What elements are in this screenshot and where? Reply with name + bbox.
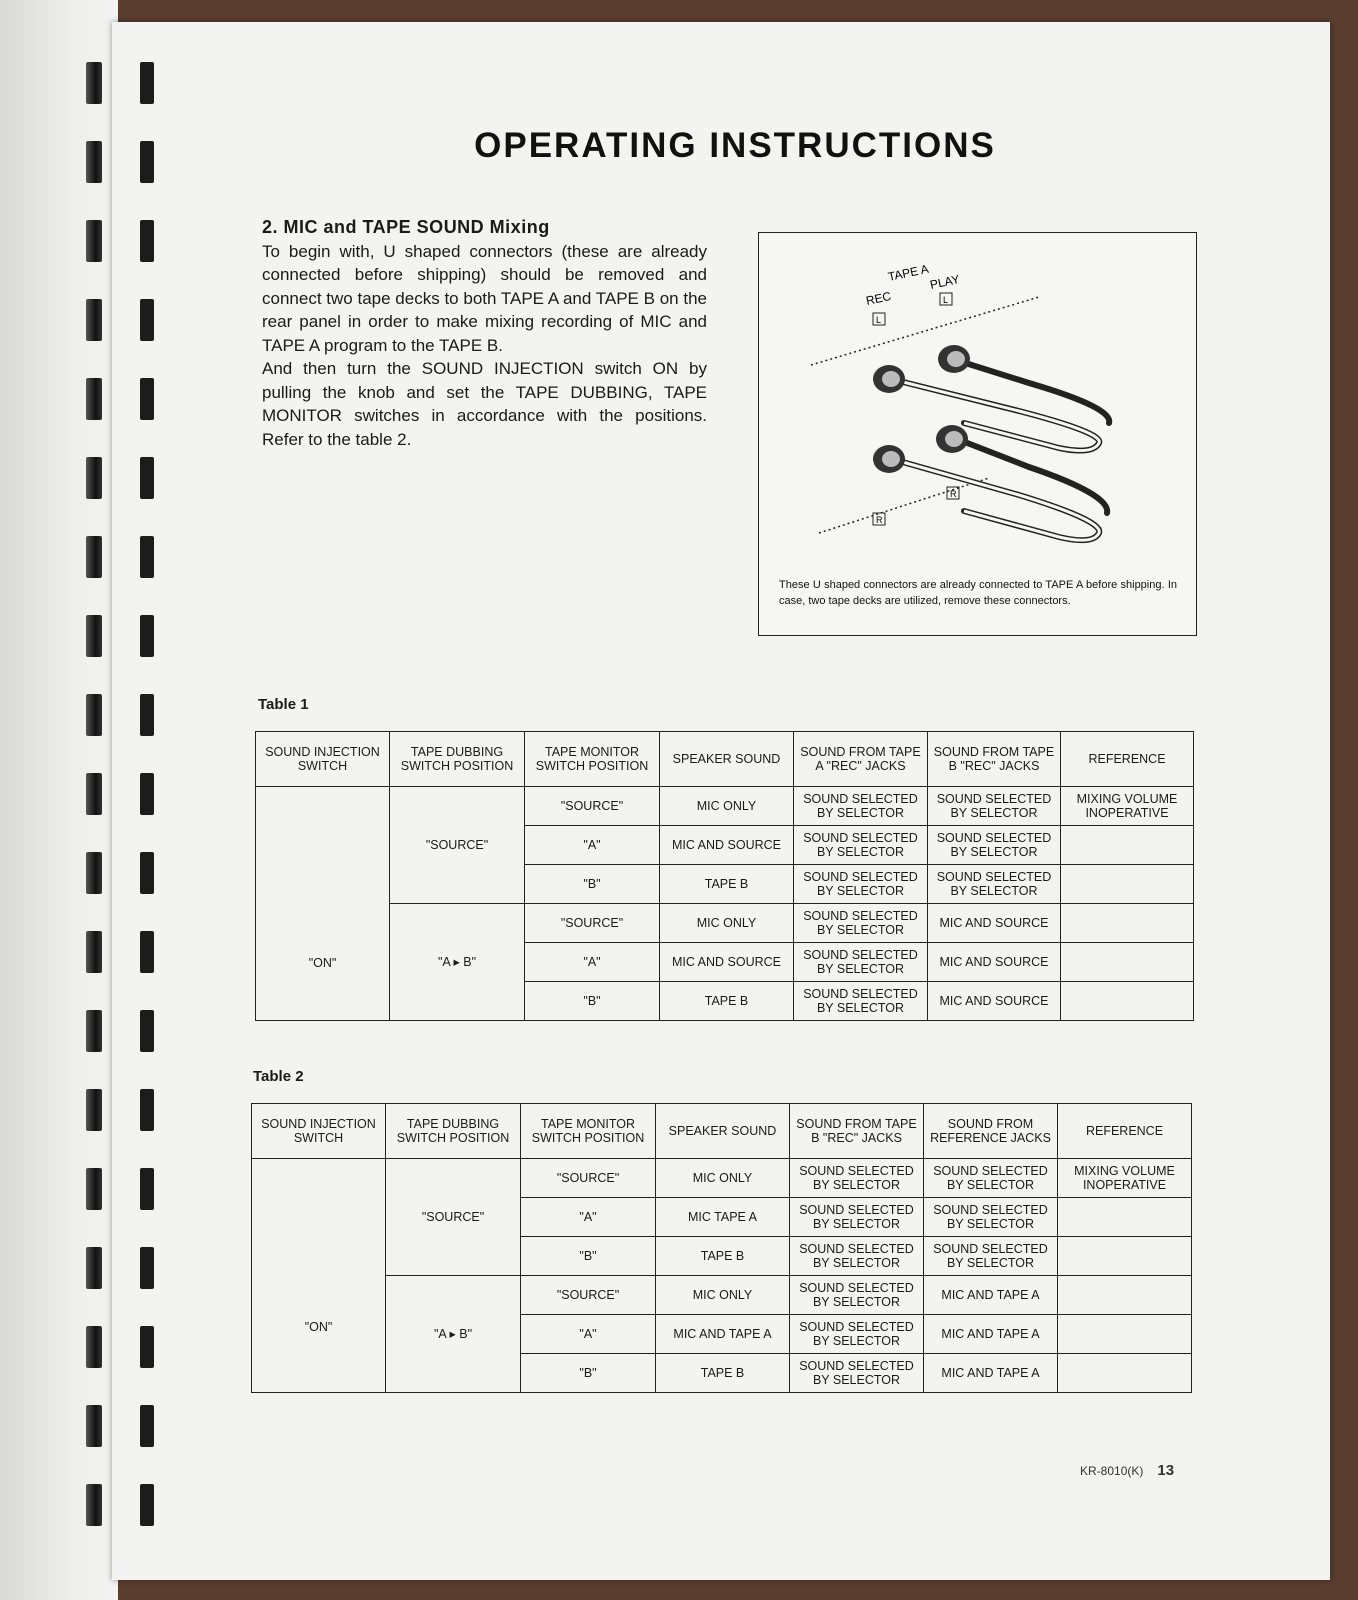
binding-ring (140, 1247, 154, 1289)
play-r-marker-label: R (950, 489, 957, 499)
table-cell: SOUND SELECTED BY SELECTOR (794, 982, 928, 1021)
binding-ring (140, 62, 154, 104)
header-cell: REFERENCE (1061, 732, 1194, 787)
binding-ring (140, 1484, 154, 1526)
header-cell: SOUND INJECTION SWITCH (252, 1104, 386, 1159)
injection-cell: "ON" (252, 1159, 386, 1393)
table-row (256, 904, 1194, 943)
binding-ring (86, 1484, 102, 1526)
table-cell: "A" (525, 943, 660, 982)
table-header-row (252, 1104, 1192, 1159)
page-title: OPERATING INSTRUCTIONS (474, 126, 996, 165)
table-cell: SOUND SELECTED BY SELECTOR (794, 904, 928, 943)
dubbing-cell: "A ▸ B" (386, 1276, 521, 1393)
table-cell: SOUND SELECTED BY SELECTOR (924, 1237, 1058, 1276)
header-cell: SOUND FROM TAPE B "REC" JACKS (928, 732, 1061, 787)
header-cell: SOUND FROM TAPE A "REC" JACKS (794, 732, 928, 787)
table-cell: SOUND SELECTED BY SELECTOR (794, 943, 928, 982)
table-cell: SOUND SELECTED BY SELECTOR (790, 1237, 924, 1276)
table-cell: "B" (525, 982, 660, 1021)
table-cell (1061, 904, 1194, 943)
table-cell: "SOURCE" (521, 1276, 656, 1315)
table-cell: MIC AND TAPE A (924, 1354, 1058, 1393)
table-cell: MIC TAPE A (656, 1198, 790, 1237)
model-number: KR-8010(K) (1080, 1464, 1144, 1478)
binding-ring (140, 694, 154, 736)
binding-ring (140, 299, 154, 341)
panel-edge-upper (811, 297, 1039, 365)
table-cell: MIC AND TAPE A (924, 1315, 1058, 1354)
binding-ring (86, 62, 102, 104)
binding-ring (140, 378, 154, 420)
u-connector-lower-highlight (899, 461, 1099, 540)
binding-ring (86, 141, 102, 183)
binding-ring (86, 1405, 102, 1447)
page-number: 13 (1157, 1462, 1175, 1479)
table-cell (1061, 943, 1194, 982)
table-cell: "A" (525, 826, 660, 865)
table-cell: SOUND SELECTED BY SELECTOR (794, 787, 928, 826)
binding-ring (86, 615, 102, 657)
binding-ring (86, 773, 102, 815)
table-cell (1061, 865, 1194, 904)
binding-ring (140, 1326, 154, 1368)
table-cell: MIC AND SOURCE (660, 943, 794, 982)
table-cell: MIC AND SOURCE (928, 943, 1061, 982)
panel-edge-lower (819, 478, 989, 533)
header-cell: TAPE DUBBING SWITCH POSITION (386, 1104, 521, 1159)
binding-ring (140, 773, 154, 815)
table-cell: MIC AND SOURCE (660, 826, 794, 865)
plug-lower-right-tip (945, 431, 963, 447)
table-cell: TAPE B (660, 982, 794, 1021)
binding-ring (86, 299, 102, 341)
binding-ring (140, 1089, 154, 1131)
table-cell: SOUND SELECTED BY SELECTOR (928, 865, 1061, 904)
table-cell: SOUND SELECTED BY SELECTOR (928, 787, 1061, 826)
binding-ring (86, 220, 102, 262)
binding-ring (86, 1247, 102, 1289)
table2-label: Table 2 (253, 1068, 304, 1085)
table-cell: SOUND SELECTED BY SELECTOR (794, 865, 928, 904)
table-1 (255, 731, 1194, 1021)
section-heading: 2. MIC and TAPE SOUND Mixing (262, 217, 550, 237)
binding-ring (140, 615, 154, 657)
play-l-marker-label: L (943, 295, 949, 305)
mixing-section (262, 216, 707, 451)
table-header-row (256, 732, 1194, 787)
table1-label: Table 1 (258, 696, 309, 713)
table-cell: SOUND SELECTED BY SELECTOR (790, 1276, 924, 1315)
table-cell (1058, 1198, 1192, 1237)
table-cell: SOUND SELECTED BY SELECTOR (790, 1198, 924, 1237)
header-cell: SOUND FROM REFERENCE JACKS (924, 1104, 1058, 1159)
binding-ring (86, 536, 102, 578)
table-cell: MIC ONLY (656, 1276, 790, 1315)
table-row (252, 1159, 1192, 1198)
table-cell: "B" (521, 1237, 656, 1276)
table-cell (1061, 982, 1194, 1021)
u-connector-illustration (759, 233, 1196, 573)
binding-ring (86, 1089, 102, 1131)
binding-ring (140, 1010, 154, 1052)
header-cell: SOUND FROM TAPE B "REC" JACKS (790, 1104, 924, 1159)
figure-caption: These U shaped connectors are already connected to TAPE A before shipping. In case, two tape decks are utilized, remove these connectors. (779, 579, 1177, 607)
table-cell: "SOURCE" (525, 787, 660, 826)
binding-ring (140, 852, 154, 894)
rec-label: REC (864, 288, 893, 308)
table-cell: SOUND SELECTED BY SELECTOR (924, 1198, 1058, 1237)
binding-ring (140, 1405, 154, 1447)
section-paragraph-1: To begin with, U shaped connectors (these are already connected before shipping) should be removed and connect two tape decks to both TAPE A and TAPE B on the rear panel in order to make mixing recording of MIC and TAPE A program to the TAPE B. (262, 241, 707, 355)
binding-ring (86, 852, 102, 894)
table-cell: "SOURCE" (525, 904, 660, 943)
binding-ring (140, 457, 154, 499)
dubbing-cell: "SOURCE" (386, 1159, 521, 1276)
dubbing-cell: "A ▸ B" (390, 904, 525, 1021)
rec-l-marker-label: L (876, 315, 882, 325)
table-cell (1058, 1237, 1192, 1276)
table-cell: SOUND SELECTED BY SELECTOR (928, 826, 1061, 865)
table-cell: "B" (521, 1354, 656, 1393)
table-cell: MIC ONLY (656, 1159, 790, 1198)
table-cell: SOUND SELECTED BY SELECTOR (790, 1315, 924, 1354)
binding-ring (140, 220, 154, 262)
table-cell (1058, 1276, 1192, 1315)
binding-ring (140, 536, 154, 578)
table-cell: MIC AND TAPE A (924, 1276, 1058, 1315)
table-cell: SOUND SELECTED BY SELECTOR (790, 1159, 924, 1198)
table-cell: TAPE B (656, 1354, 790, 1393)
binding-ring (86, 931, 102, 973)
header-cell: SPEAKER SOUND (660, 732, 794, 787)
table-cell: "B" (525, 865, 660, 904)
plug-lower-left-tip (882, 451, 900, 467)
table-row (252, 1276, 1192, 1315)
table-cell: SOUND SELECTED BY SELECTOR (790, 1354, 924, 1393)
tape-a-label: TAPE A (886, 261, 930, 284)
table-cell (1061, 826, 1194, 865)
header-cell: TAPE MONITOR SWITCH POSITION (521, 1104, 656, 1159)
table-cell: TAPE B (656, 1237, 790, 1276)
table-cell: MIC AND SOURCE (928, 904, 1061, 943)
binding-ring (140, 931, 154, 973)
connector-figure (758, 232, 1197, 636)
binding-ring (86, 378, 102, 420)
table-cell: MIC AND TAPE A (656, 1315, 790, 1354)
page-footer (1080, 1462, 1174, 1479)
play-label: PLAY (928, 272, 961, 292)
table-cell: MIC AND SOURCE (928, 982, 1061, 1021)
table-row (256, 787, 1194, 826)
header-cell: REFERENCE (1058, 1104, 1192, 1159)
rec-r-marker-label: R (876, 515, 883, 525)
table-cell: "A" (521, 1315, 656, 1354)
table-2 (251, 1103, 1192, 1393)
injection-cell: "ON" (256, 787, 390, 1021)
table-cell: "SOURCE" (521, 1159, 656, 1198)
table-cell: TAPE B (660, 865, 794, 904)
section-paragraph-2: And then turn the SOUND INJECTION switch ON by pulling the knob and set the TAPE DUBBING, TAPE MONITOR switches in accordance with the positions. Refer to the table 2. (262, 359, 707, 449)
binding-ring (140, 1168, 154, 1210)
table-cell: SOUND SELECTED BY SELECTOR (794, 826, 928, 865)
header-cell: SOUND INJECTION SWITCH (256, 732, 390, 787)
table-cell: MIC ONLY (660, 904, 794, 943)
binding-ring (86, 1326, 102, 1368)
table-cell: "A" (521, 1198, 656, 1237)
binding-ring (86, 1168, 102, 1210)
table-cell (1058, 1354, 1192, 1393)
header-cell: TAPE MONITOR SWITCH POSITION (525, 732, 660, 787)
binding-ring (140, 141, 154, 183)
header-cell: TAPE DUBBING SWITCH POSITION (390, 732, 525, 787)
binding-ring (86, 457, 102, 499)
dubbing-cell: "SOURCE" (390, 787, 525, 904)
binding-ring (86, 694, 102, 736)
table-cell: MIXING VOLUME INOPERATIVE (1058, 1159, 1192, 1198)
table-cell (1058, 1315, 1192, 1354)
table-cell: MIC ONLY (660, 787, 794, 826)
plug-upper-right-tip (947, 351, 965, 367)
header-cell: SPEAKER SOUND (656, 1104, 790, 1159)
table-cell: SOUND SELECTED BY SELECTOR (924, 1159, 1058, 1198)
table-cell: MIXING VOLUME INOPERATIVE (1061, 787, 1194, 826)
plug-upper-left-tip (882, 371, 900, 387)
binding-ring (86, 1010, 102, 1052)
